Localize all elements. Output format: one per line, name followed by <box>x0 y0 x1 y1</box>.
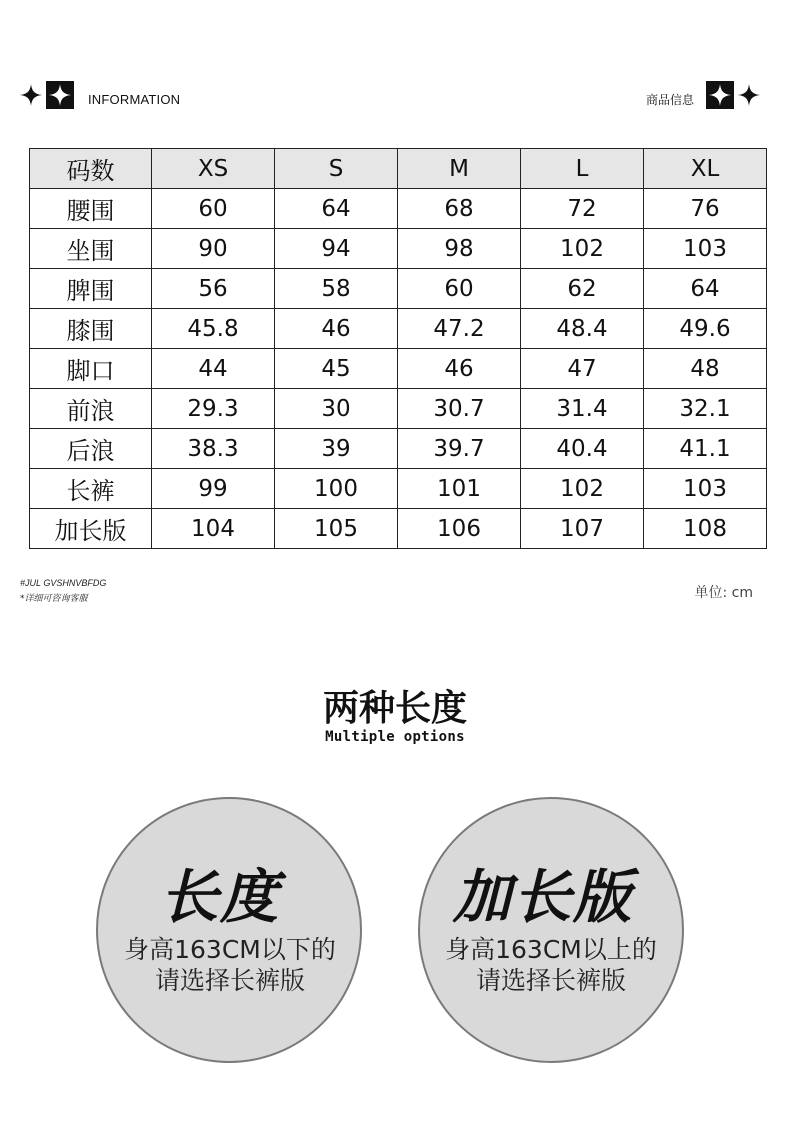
table-cell: 38.3 <box>152 429 275 469</box>
table-row <box>30 389 767 429</box>
section-subtitle: Multiple options <box>325 729 465 745</box>
table-cell: 64 <box>644 269 767 309</box>
table-cell: 101 <box>398 469 521 509</box>
row-label: 长裤 <box>30 469 152 509</box>
table-cell: 107 <box>521 509 644 549</box>
table-cell: 47.2 <box>398 309 521 349</box>
table-cell: 56 <box>152 269 275 309</box>
table-cell: 47 <box>521 349 644 389</box>
row-label: 腰围 <box>30 189 152 229</box>
table-row <box>30 229 767 269</box>
row-label: 坐围 <box>30 229 152 269</box>
product-info-label: 商品信息 <box>645 92 694 107</box>
table-cell: 49.6 <box>644 309 767 349</box>
option-line2-extended: 请选择长裤版 <box>475 966 626 995</box>
table-cell: 30 <box>275 389 398 429</box>
table-header-row <box>30 149 767 189</box>
header-cell-size: 码数 <box>30 149 152 189</box>
sparkle-icon <box>738 84 760 106</box>
information-label: INFORMATION <box>88 91 181 107</box>
table-cell: 48.4 <box>521 309 644 349</box>
table-cell: 103 <box>644 469 767 509</box>
table-cell: 62 <box>521 269 644 309</box>
table-cell: 45 <box>275 349 398 389</box>
row-label: 前浪 <box>30 389 152 429</box>
table-row <box>30 429 767 469</box>
table-cell: 39.7 <box>398 429 521 469</box>
sparkle-box-icon <box>46 81 74 109</box>
row-label: 后浪 <box>30 429 152 469</box>
table-row <box>30 509 767 549</box>
table-cell: 46 <box>275 309 398 349</box>
table-row <box>30 469 767 509</box>
row-label: 加长版 <box>30 509 152 549</box>
table-cell: 45.8 <box>152 309 275 349</box>
table-cell: 106 <box>398 509 521 549</box>
table-cell: 30.7 <box>398 389 521 429</box>
table-cell: 104 <box>152 509 275 549</box>
header-cell-xs: XS <box>152 149 275 189</box>
size-chart-table <box>29 148 767 549</box>
table-row <box>30 269 767 309</box>
header-cell-s: S <box>275 149 398 189</box>
table-cell: 29.3 <box>152 389 275 429</box>
table-cell: 48 <box>644 349 767 389</box>
product-code-note: #JUL GVSHNVBFDG <box>20 578 107 588</box>
table-cell: 94 <box>275 229 398 269</box>
section-title: 两种长度 <box>322 688 467 729</box>
row-label: 脾围 <box>30 269 152 309</box>
table-cell: 98 <box>398 229 521 269</box>
table-cell: 68 <box>398 189 521 229</box>
table-cell: 32.1 <box>644 389 767 429</box>
consult-note: *详细可咨询客服 <box>20 594 88 604</box>
option-line2-regular: 请选择长裤版 <box>154 966 305 995</box>
table-cell: 99 <box>152 469 275 509</box>
table-cell: 60 <box>398 269 521 309</box>
option-name-regular: 长度 <box>159 863 280 931</box>
option-line1-extended: 身高163CM以上的 <box>445 935 657 964</box>
table-cell: 60 <box>152 189 275 229</box>
table-cell: 40.4 <box>521 429 644 469</box>
header-left <box>20 80 180 110</box>
table-cell: 64 <box>275 189 398 229</box>
table-cell: 58 <box>275 269 398 309</box>
option-name-extended: 加长版 <box>452 863 633 931</box>
sparkle-box-icon <box>706 81 734 109</box>
table-row <box>30 349 767 389</box>
table-cell: 105 <box>275 509 398 549</box>
table-row <box>30 309 767 349</box>
unit-label: 单位: cm <box>694 585 753 601</box>
table-row <box>30 189 767 229</box>
table-cell: 31.4 <box>521 389 644 429</box>
table-cell: 39 <box>275 429 398 469</box>
row-label: 膝围 <box>30 309 152 349</box>
table-cell: 100 <box>275 469 398 509</box>
row-label: 脚口 <box>30 349 152 389</box>
table-cell: 41.1 <box>644 429 767 469</box>
table-cell: 102 <box>521 469 644 509</box>
table-cell: 102 <box>521 229 644 269</box>
table-cell: 108 <box>644 509 767 549</box>
header-cell-xl: XL <box>644 149 767 189</box>
table-cell: 90 <box>152 229 275 269</box>
option-line1-regular: 身高163CM以下的 <box>124 935 336 964</box>
sparkle-icon <box>20 84 42 106</box>
table-cell: 72 <box>521 189 644 229</box>
header-cell-l: L <box>521 149 644 189</box>
table-cell: 44 <box>152 349 275 389</box>
table-cell: 76 <box>644 189 767 229</box>
header-cell-m: M <box>398 149 521 189</box>
table-cell: 46 <box>398 349 521 389</box>
header-right <box>646 80 760 110</box>
table-cell: 103 <box>644 229 767 269</box>
